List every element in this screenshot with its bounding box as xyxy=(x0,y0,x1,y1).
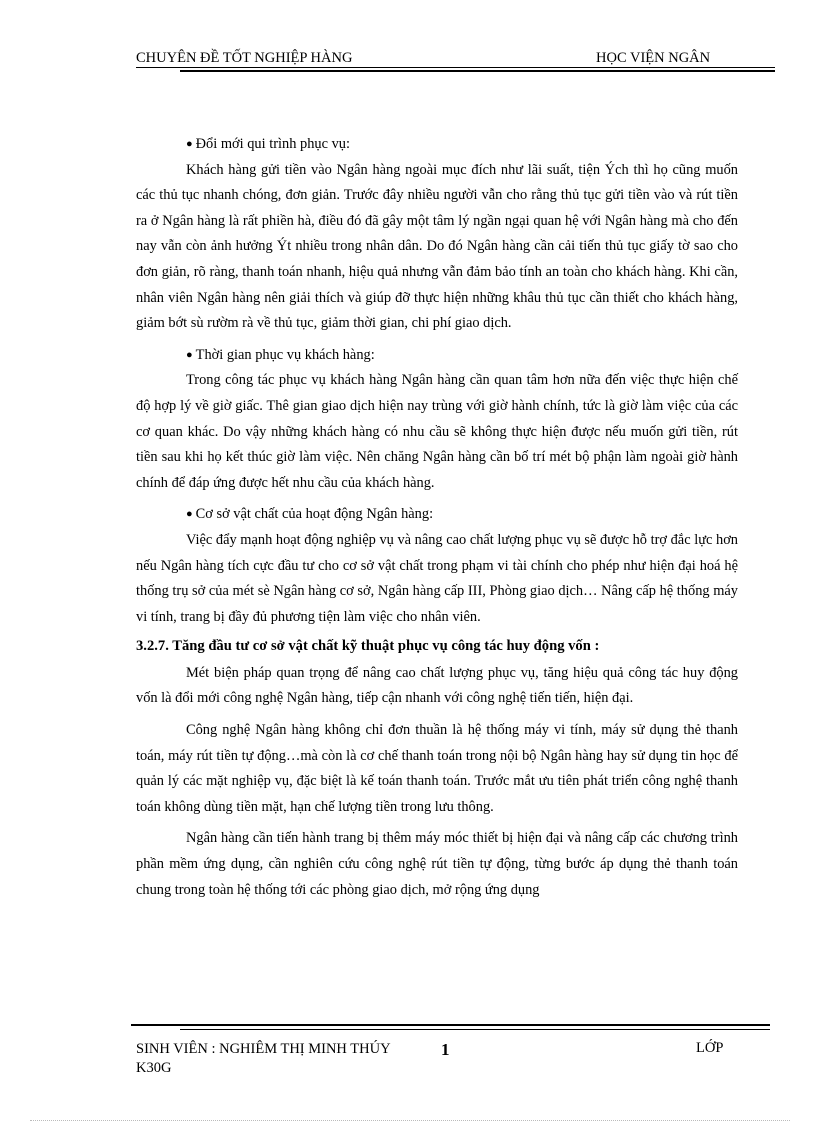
header-left: CHUYÊN ĐỀ TỐT NGHIỆP HÀNG xyxy=(136,50,353,66)
page-edge-divider xyxy=(30,1120,790,1121)
paragraph: Trong công tác phục vụ khách hàng Ngân hàng cần quan tâm hơn nữa đến việc thực hiện chế độ hợp lý về giờ giấc. Thê gian giao dịch hiện nay trùng với giờ hành chính, tức là giờ làm việc của các cơ quan khác. Do vậy những khách hàng có nhu cầu sẽ không thực hiện được nếu muốn gửi tiền, rút tiền sau khi họ kết thúc giờ làm việc. Nên chăng Ngân hàng cần bố trí mét bộ phận làm ngoài giờ hành chính để đáp ứng được hết nhu cầu của khách hàng. xyxy=(136,372,738,491)
bullet-icon: ● xyxy=(186,348,193,361)
paragraph: Việc đẩy mạnh hoạt động nghiệp vụ và nâng cao chất lượng phục vụ sẽ được hỗ trợ đắc lực hơn nếu Ngân hàng tích cực đầu tư cho cơ sở vật chất trong phạm vi tài chính cho phép như hiện đại hoá hệ thống trụ sở của mét sè Ngân hàng cơ sở, Ngân hàng cấp III, Phòng giao dịch… Nâng cấp hệ thống máy vi tính, trang bị đầy đủ phương tiện làm việc cho nhân viên. xyxy=(136,531,738,625)
paragraph: Ngân hàng cần tiến hành trang bị thêm máy móc thiết bị hiện đại và nâng cấp các chương trình phần mềm ứng dụng, cần nghiên cứu công nghệ rút tiền tự động, từng bước áp dụng thẻ thanh toán chung trong toàn hệ thống tới các phòng giao dịch, mở rộng ứng dụng xyxy=(136,830,738,898)
bullet-icon: ● xyxy=(186,138,193,150)
footer-right: LỚP xyxy=(696,1040,724,1056)
footer-student xyxy=(136,1040,391,1078)
section-heading: 3.2.7. Tăng đầu tư cơ sở vật chất kỹ thuật phục vụ công tác huy động vốn : xyxy=(136,638,600,655)
header-right: HỌC VIỆN NGÂN xyxy=(596,50,711,66)
footer-rule-thick xyxy=(131,1024,770,1026)
bullet-heading: ● Đổi mới qui trình phục vụ: xyxy=(186,136,350,152)
bullet-heading: ● Cơ sở vật chất của hoạt động Ngân hàng: xyxy=(186,506,434,523)
header-rule-thin xyxy=(136,67,775,68)
page-number: 1 xyxy=(441,1040,450,1059)
bullet-heading: ● Thời gian phục vụ khách hàng: xyxy=(186,346,375,363)
paragraph: Công nghệ Ngân hàng không chỉ đơn thuần là hệ thống máy vi tính, máy sử dụng thẻ thanh toán, máy rút tiền tự động…mà còn là cơ chế thanh toán trong nội bộ Ngân hàng hay sử dụng tin học để quản lý các mặt nghiệp vụ, đặc biệt là kế toán thanh toán. Trước mắt ưu tiên phát triển công nghệ thanh toán không dùng tiền mặt, hạn chế lượng tiền trong lưu thông. xyxy=(136,722,738,815)
paragraph: Khách hàng gửi tiền vào Ngân hàng ngoài mục đích như lãi suất, tiện Ých thì họ cũng muốn các thủ tục nhanh chóng, đơn giản. Trước đây nhiều người vẫn cho rằng thủ tục gửi tiền vào và rút tiền ra ở Ngân hàng là rất phiền hà, điều đó đã gây một tâm lý ngần ngại quan hệ với Ngân hàng mà cho đến nay vẫn còn ảnh hưởng Ýt nhiều trong nhân dân. Do đó Ngân hàng cần cải tiến thủ tục giấy tờ sao cho đơn giản, rõ ràng, thanh toán nhanh, hiệu quả nhưng vẫn đảm bảo tính an toàn cho khách hàng. Khi cần, nhân viên Ngân hàng nên giải thích và giúp đỡ thực hiện những khâu thủ tục cần thiết cho khách hàng, giảm bớt sù rườm rà về thủ tục, giảm thời gian, chi phí giao dịch. xyxy=(136,161,738,332)
footer-rule-thin xyxy=(180,1029,770,1030)
footer-class-code: K30G xyxy=(136,1060,172,1076)
bullet-icon: ● xyxy=(186,508,193,521)
body-text xyxy=(136,128,738,903)
footer-student-name: SINH VIÊN : NGHIÊM THỊ MINH THÚY xyxy=(136,1041,391,1057)
paragraph: Mét biện pháp quan trọng để nâng cao chất lượng phục vụ, tăng hiệu quả công tác huy động vốn là đổi mới công nghệ Ngân hàng, tiếp cận nhanh với công nghệ tiến tiến, hiện đại. xyxy=(136,664,738,707)
header-rule-thick xyxy=(180,70,775,72)
